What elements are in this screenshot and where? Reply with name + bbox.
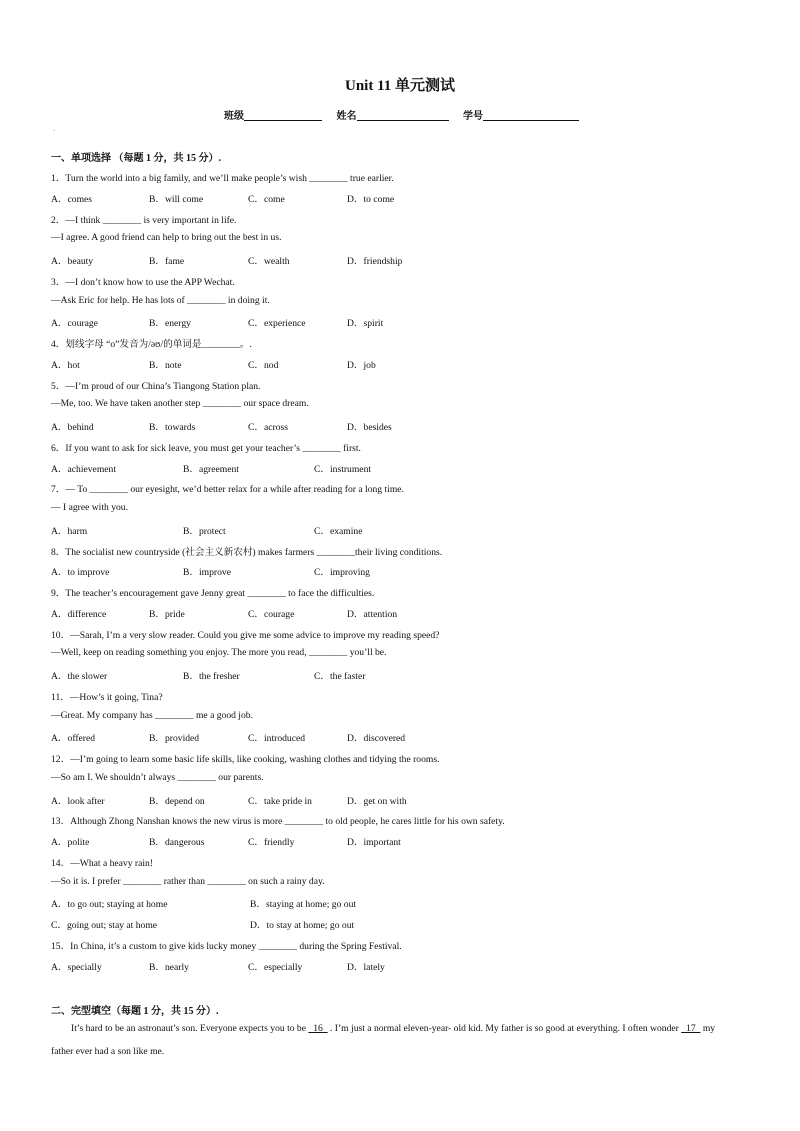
section-1-title: 一、单项选择 （每题 1 分，共 15 分）. [51, 153, 221, 164]
option-c[interactable]: C．examine [314, 525, 363, 537]
option-d[interactable]: D．to stay at home; go out [250, 920, 355, 931]
question-15-options [51, 959, 771, 973]
option-a[interactable]: A．difference [51, 608, 107, 620]
question-6-line-1: 6．If you want to ask for sick leave, you must get your teacher’s ________ first. [51, 442, 361, 454]
paragraph-mark: . [53, 124, 55, 133]
option-b[interactable]: B．provided [149, 733, 200, 745]
question-10-line-1: 10．—Sarah, I’m a very slow reader. Could you give me some advice to improve my reading speed? [51, 629, 440, 641]
option-d[interactable]: D．lately [347, 961, 385, 973]
question-15-line-1: 15．In China, it’s a custom to give kids lucky money ________ during the Spring Festival. [51, 940, 402, 952]
option-c[interactable]: C．the faster [314, 671, 366, 682]
option-b[interactable]: B．nearly [149, 961, 189, 973]
question-4-options [51, 357, 771, 371]
option-d[interactable]: D．to come [347, 193, 395, 205]
option-b[interactable]: B．fame [149, 256, 185, 267]
question-5-line-1: 5．—I’m proud of our China’s Tiangong Station plan. [51, 380, 261, 392]
question-7-options [51, 523, 771, 537]
number-label: 学号 [463, 111, 483, 122]
option-a[interactable]: A．courage [51, 318, 98, 330]
option-a[interactable]: A．hot [51, 359, 80, 371]
option-c[interactable]: C．improving [314, 567, 370, 579]
question-9-line-1: 9．The teacher’s encouragement gave Jenny great ________ to face the difficulties. [51, 588, 375, 599]
option-d[interactable]: D．attention [347, 608, 398, 620]
cloze-blank-16[interactable] [308, 1023, 327, 1034]
option-d[interactable]: D．job [347, 359, 376, 371]
option-d[interactable]: D．discovered [347, 733, 406, 745]
question-1-line-1: 1．Turn the world into a big family, and we’ll make people’s wish ________ true earlier. [51, 173, 394, 184]
question-8-line-1: 8．The socialist new countryside (社会主义新农村) makes farmers ________their living conditions. [51, 546, 443, 558]
option-c[interactable]: C．nod [248, 359, 279, 371]
option-a[interactable]: A．behind [51, 422, 94, 433]
option-b[interactable]: B．staying at home; go out [250, 899, 357, 911]
option-b[interactable]: B．dangerous [149, 837, 205, 848]
option-d[interactable]: D．important [347, 837, 401, 848]
option-c[interactable]: C．introduced [248, 733, 306, 745]
question-5-line-2: —Me, too. We have taken another step ________ our space dream. [51, 398, 309, 410]
question-3-line-2: —Ask Eric for help. He has lots of ________ in doing it. [51, 294, 270, 306]
option-a[interactable]: A．to go out; staying at home [51, 899, 168, 911]
option-a[interactable]: A．to improve [51, 567, 110, 579]
option-c[interactable]: C．take pride in [248, 795, 312, 807]
question-3-options [51, 315, 771, 329]
option-a[interactable]: A．beauty [51, 256, 94, 267]
option-a[interactable]: A．look after [51, 795, 105, 807]
student-info-line [224, 107, 591, 122]
question-7-line-2: — I agree with you. [51, 502, 128, 513]
option-b[interactable]: B．note [149, 359, 182, 371]
question-13-options [51, 834, 771, 848]
question-10-line-2: —Well, keep on reading something you enjoy. The more you read, ________ you’ll be. [51, 647, 387, 659]
blank-number: 17 [686, 1023, 696, 1034]
question-12-line-1: 12．—I’m going to learn some basic life skills, like cooking, washing clothes and tidying the rooms. [51, 754, 440, 765]
option-a[interactable]: A．specially [51, 961, 102, 973]
option-b[interactable]: B．improve [183, 567, 231, 579]
option-a[interactable]: A．achievement [51, 463, 116, 475]
option-c[interactable]: C．friendly [248, 837, 295, 848]
question-14-line-1: 14．—What a heavy rain! [51, 857, 154, 869]
question-14-line-2: —So it is. I prefer ________ rather than ________ on such a rainy day. [51, 875, 325, 887]
option-b[interactable]: B．agreement [183, 463, 239, 475]
option-d[interactable]: D．friendship [347, 256, 403, 267]
question-9-options [51, 606, 771, 620]
option-c[interactable]: C．courage [248, 608, 295, 620]
option-b[interactable]: B．depend on [149, 795, 205, 807]
option-a[interactable]: A．comes [51, 193, 93, 205]
question-12-options [51, 793, 771, 807]
question-2-options [51, 253, 771, 267]
question-11-options [51, 730, 771, 744]
option-c[interactable]: C．come [248, 193, 285, 205]
option-c[interactable]: C．especially [248, 961, 303, 973]
question-13-line-1: 13．Although Zhong Nanshan knows the new virus is more ________ to old people, he cares little for his own safety. [51, 816, 505, 828]
option-c[interactable]: C．going out; stay at home [51, 920, 158, 931]
class-label: 班级 [224, 111, 244, 122]
option-a[interactable]: A．polite [51, 837, 90, 848]
option-c[interactable]: C．experience [248, 318, 306, 330]
question-8-options [51, 564, 771, 578]
option-d[interactable]: D．besides [347, 422, 392, 433]
option-b[interactable]: B．protect [183, 525, 226, 537]
question-11-line-2: —Great. My company has ________ me a good job. [51, 709, 253, 721]
option-b[interactable]: B．will come [149, 193, 204, 205]
option-b[interactable]: B．the fresher [183, 671, 240, 682]
option-d[interactable]: D．spirit [347, 318, 384, 330]
question-14-options [51, 917, 771, 931]
class-blank[interactable] [244, 110, 322, 121]
name-label: 姓名 [336, 111, 357, 122]
question-12-line-2: —So am I. We shouldn’t always ________ our parents. [51, 771, 264, 783]
option-a[interactable]: A．harm [51, 525, 88, 537]
option-c[interactable]: C．wealth [248, 256, 290, 267]
question-2-line-2: —I agree. A good friend can help to bring out the best in us. [51, 232, 282, 244]
question-4-line-1: 4．划线字母 “o”发音为/əʊ/的单词是________。. [51, 339, 252, 350]
option-c[interactable]: C．across [248, 422, 288, 433]
question-3-line-1: 3．—I don’t know how to use the APP Wechat. [51, 276, 235, 288]
question-10-options [51, 668, 771, 682]
option-d[interactable]: D．get on with [347, 795, 407, 807]
section-2-title: 二、完型填空（每题 1 分，共 15 分）. [51, 1006, 219, 1017]
number-blank[interactable] [483, 110, 579, 121]
question-2-line-1: 2．—I think ________ is very important in life. [51, 214, 237, 226]
question-7-line-1: 7．— To ________ our eyesight, we’d better relax for a while after reading for a long time. [51, 484, 404, 496]
option-b[interactable]: B．towards [149, 422, 196, 433]
cloze-paragraph-line-1 [71, 1023, 771, 1034]
option-a[interactable]: A．the slower [51, 671, 108, 682]
option-c[interactable]: C．instrument [314, 463, 372, 475]
cloze-blank-17[interactable] [681, 1023, 700, 1034]
question-14-options [51, 896, 771, 910]
cloze-text-b: . I’m just a normal eleven-year- old kid. My father is so good at everything. I often wonder [330, 1023, 679, 1034]
option-b[interactable]: B．pride [149, 608, 185, 620]
option-b[interactable]: B．energy [149, 318, 191, 330]
question-5-options [51, 419, 771, 433]
question-1-options [51, 191, 771, 205]
question-6-options [51, 461, 771, 475]
name-blank[interactable] [357, 110, 449, 121]
cloze-paragraph-line-2: father ever had a son like me. [51, 1046, 165, 1057]
option-a[interactable]: A．offered [51, 733, 96, 745]
question-11-line-1: 11．—How’s it going, Tina? [51, 691, 163, 703]
cloze-text-c: my [702, 1023, 716, 1034]
page-title: Unit 11 单元测试 [344, 78, 455, 94]
cloze-text-a: It’s hard to be an astronaut’s son. Everyone expects you to be [71, 1023, 306, 1034]
blank-number: 16 [313, 1023, 323, 1034]
